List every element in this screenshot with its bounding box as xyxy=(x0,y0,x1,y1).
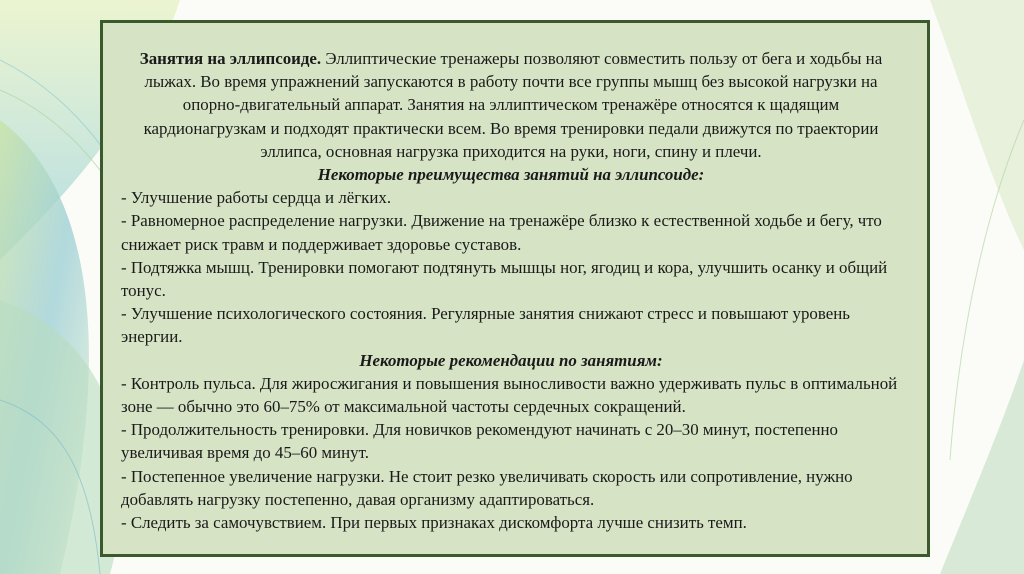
intro-text: Эллиптические тренажеры позволяют совместить пользу от бега и ходьбы на лыжах. Во время упражнений запускаются в работу почти все группы мышц без высокой нагрузки на опорно-двигательный аппарат. Занятия на эллиптическом тренажёре относятся к щадящим кардионагрузкам и подходят практически всем. Во время тренировки педали движутся по траектории эллипса, основная нагрузка приходится на руки, ноги, спину и плечи. xyxy=(143,49,883,161)
advantage-item: - Улучшение психологического состояния. Регулярные занятия снижают стресс и повышают уровень энергии. xyxy=(121,304,850,347)
advantages-heading: Некоторые преимущества занятий на эллипсоиде: xyxy=(317,165,705,185)
advantage-item: - Равномерное распределение нагрузки. Движение на тренажёре близко к естественной ходьбе и бегу, что снижает риск травм и поддерживает здоровье суставов. xyxy=(121,211,882,254)
advantage-item: - Подтяжка мышц. Тренировки помогают подтянуть мышцы ног, ягодиц и кора, улучшить осанку и общий тонус. xyxy=(121,257,888,301)
recommendation-item: - Контроль пульса. Для жиросжигания и повышения выносливости важно удерживать пульс в оптимальной зоне — обычно это 60–75% от максимальной частоты сердечных сокращений. xyxy=(121,373,898,417)
recommendations-heading: Некоторые рекомендации по занятиям: xyxy=(359,350,663,370)
recommendation-item: - Продолжительность тренировки. Для новичков рекомендуют начинать с 20–30 минут, постепенно увеличивая время до 45–60 минут. xyxy=(121,420,838,463)
intro-title: Занятия на эллипсоиде. xyxy=(139,49,322,68)
intro-paragraph xyxy=(121,47,901,163)
recommendation-item: - Постепенное увеличение нагрузки. Не стоит резко увеличивать скорость или сопротивление, нужно добавлять нагрузку постепенно, давая организму адаптироваться. xyxy=(121,466,853,509)
advantage-item: - Улучшение работы сердца и лёгких. xyxy=(121,188,392,208)
content-panel xyxy=(100,20,930,557)
recommendation-item: - Следить за самочувствием. При первых признаках дискомфорта лучше снизить темп. xyxy=(121,513,747,533)
